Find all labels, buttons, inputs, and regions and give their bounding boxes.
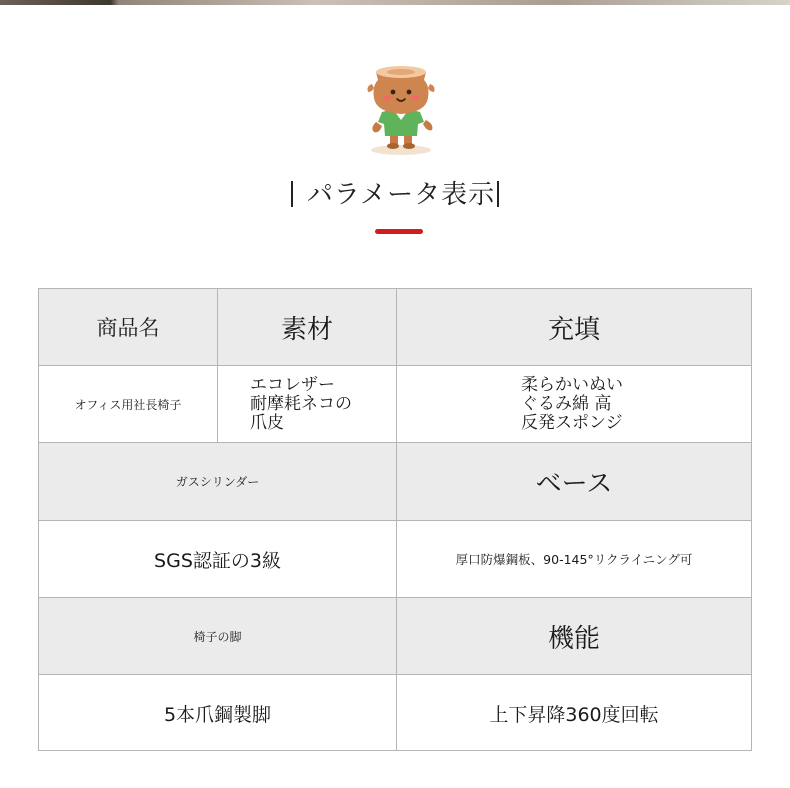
cell-chair-legs-label: 椅子の脚 <box>193 629 242 644</box>
cell-material-label: 素材 <box>217 289 396 365</box>
table-row <box>39 289 751 366</box>
filling-line: 柔らかいぬい <box>521 374 623 395</box>
title-left-bar <box>291 181 293 207</box>
material-lines <box>250 376 352 433</box>
table-row <box>39 675 751 751</box>
cell-product-name-value: オフィス用社長椅子 <box>74 397 182 412</box>
cell-function-value: 上下昇降360度回転 <box>396 675 751 751</box>
table-row <box>39 598 751 675</box>
title-underline-accent <box>375 229 423 234</box>
material-line: 爪皮 <box>250 412 284 433</box>
spec-table <box>38 288 752 751</box>
title-right-bar <box>497 181 499 207</box>
section-header <box>0 170 790 215</box>
cell-base-label: ベース <box>396 443 751 520</box>
material-line: エコレザー <box>250 374 335 395</box>
section-title <box>283 170 507 215</box>
cell-base-value: 厚口防爆鋼板、90-145°リクライニング可 <box>396 521 751 597</box>
cell-function-label: 機能 <box>396 598 751 674</box>
tree-stump-mascot-icon <box>362 60 440 158</box>
cell-gas-cylinder-value: SGS認証の3級 <box>154 549 281 572</box>
cell-filling-value <box>396 366 751 442</box>
table-row <box>39 443 751 521</box>
filling-line: 反発スポンジ <box>521 412 623 433</box>
cell-material-value <box>217 366 396 442</box>
cell-product-name-label: 商品名 <box>96 316 160 340</box>
filling-line: ぐるみ綿 高 <box>521 393 612 414</box>
filling-lines <box>521 376 623 433</box>
cell-filling-label: 充填 <box>396 289 751 365</box>
cell-gas-cylinder-label: ガスシリンダー <box>175 475 260 489</box>
section-title-text: パラメータ表示 <box>306 180 496 210</box>
cell-chair-legs-value: 5本爪鋼製脚 <box>163 703 272 726</box>
material-line: 耐摩耗ネコの <box>250 393 352 414</box>
top-photo-strip <box>0 0 790 5</box>
table-row <box>39 521 751 598</box>
table-row <box>39 366 751 443</box>
